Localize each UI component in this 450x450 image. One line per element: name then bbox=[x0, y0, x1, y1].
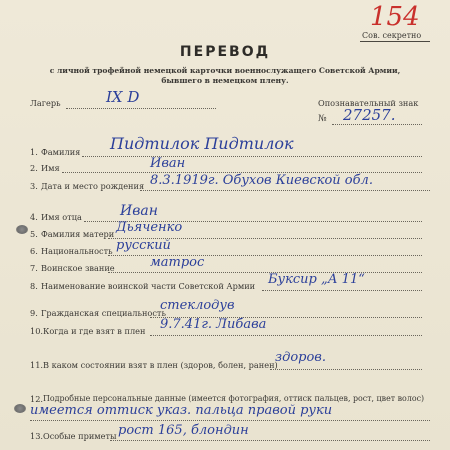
field-value-condition: здоров. bbox=[275, 350, 327, 365]
field-label-capture: Когда и где взят в плен bbox=[43, 326, 146, 336]
field-value-features: рост 165, блондин bbox=[118, 423, 249, 438]
field-value-mother: Дьяченко bbox=[116, 220, 183, 235]
tag-number-sign: № bbox=[318, 114, 327, 124]
field-label-condition: В каком состоянии взят в плен (здоров, болен, ранен) bbox=[43, 360, 278, 370]
field-number: 3. bbox=[30, 181, 38, 191]
field-number: 8. bbox=[30, 281, 38, 291]
field-label-birth: Дата и место рождения bbox=[41, 181, 145, 191]
camp-label: Лагерь bbox=[30, 98, 61, 108]
field-label-father: Имя отца bbox=[41, 212, 82, 222]
field-value-profession: стеклодув bbox=[160, 298, 235, 313]
field-value-surname: Пидтилок Пидтилок bbox=[110, 134, 294, 153]
field-number: 9. bbox=[30, 308, 38, 318]
red-number: 154 bbox=[370, 2, 420, 32]
camp-value: IX D bbox=[106, 88, 140, 106]
field-label-nationality: Национальность bbox=[41, 246, 113, 256]
field-value-nationality: русский bbox=[116, 238, 171, 253]
field-line bbox=[30, 420, 430, 421]
punch-hole bbox=[16, 225, 28, 234]
field-number: 11. bbox=[30, 360, 44, 370]
punch-hole bbox=[14, 404, 26, 413]
field-value-capture: 9.7.41г. Либава bbox=[160, 317, 267, 332]
field-line bbox=[108, 272, 422, 273]
field-number: 2. bbox=[30, 163, 38, 173]
field-label-mother: Фамилия матери bbox=[41, 229, 115, 239]
field-label-personal-data: Подробные персональные данные (имеется фотография, оттиск пальцев, рост, цвет волос) bbox=[43, 394, 425, 403]
field-label-features: Особые приметы bbox=[43, 431, 117, 441]
field-number: 1. bbox=[30, 147, 38, 157]
field-value-birth: 8.3.1919г. Обухов Киевской обл. bbox=[150, 173, 373, 188]
field-line bbox=[270, 369, 422, 370]
field-number: 4. bbox=[30, 212, 38, 222]
document-title: ПЕРЕВОД bbox=[179, 44, 271, 60]
field-label-surname: Фамилия bbox=[41, 147, 81, 157]
secrecy-underline bbox=[360, 41, 430, 42]
field-value-name: Иван bbox=[150, 156, 186, 171]
field-line bbox=[150, 335, 422, 336]
field-label-rank: Воинское звание bbox=[41, 263, 115, 273]
field-line bbox=[82, 156, 422, 157]
field-value-unit: Буксир „А 11“ bbox=[268, 272, 365, 287]
field-number: 5. bbox=[30, 229, 38, 239]
field-number: 7. bbox=[30, 263, 38, 273]
field-number: 12. bbox=[30, 394, 44, 404]
field-number: 10. bbox=[30, 326, 44, 336]
tag-line bbox=[332, 124, 422, 125]
field-value-personal-data: имеется оттиск указ. пальца правой руки bbox=[30, 403, 333, 418]
field-line bbox=[110, 440, 430, 441]
field-number: 13. bbox=[30, 431, 44, 441]
document-subtitle-line1: с личной трофейной немецкой карточки военнослужащего Советской Армии, bbox=[49, 66, 401, 75]
document-subtitle-line2: бывшего в немецком плену. bbox=[161, 76, 289, 85]
field-label-profession: Гражданская специальность bbox=[41, 308, 166, 318]
field-number: 6. bbox=[30, 246, 38, 256]
secrecy-stamp: Сов. секретно bbox=[362, 31, 422, 40]
tag-value: 27257. bbox=[343, 106, 396, 124]
field-value-father: Иван bbox=[120, 203, 158, 219]
field-line bbox=[140, 190, 430, 191]
field-value-rank: матрос bbox=[150, 255, 205, 270]
field-label-name: Имя bbox=[41, 163, 60, 173]
field-line bbox=[262, 290, 422, 291]
tag-label: Опознавательный знак bbox=[318, 98, 419, 108]
camp-line bbox=[66, 108, 216, 109]
field-label-unit: Наименование воинской части Советской Армии bbox=[41, 281, 256, 291]
